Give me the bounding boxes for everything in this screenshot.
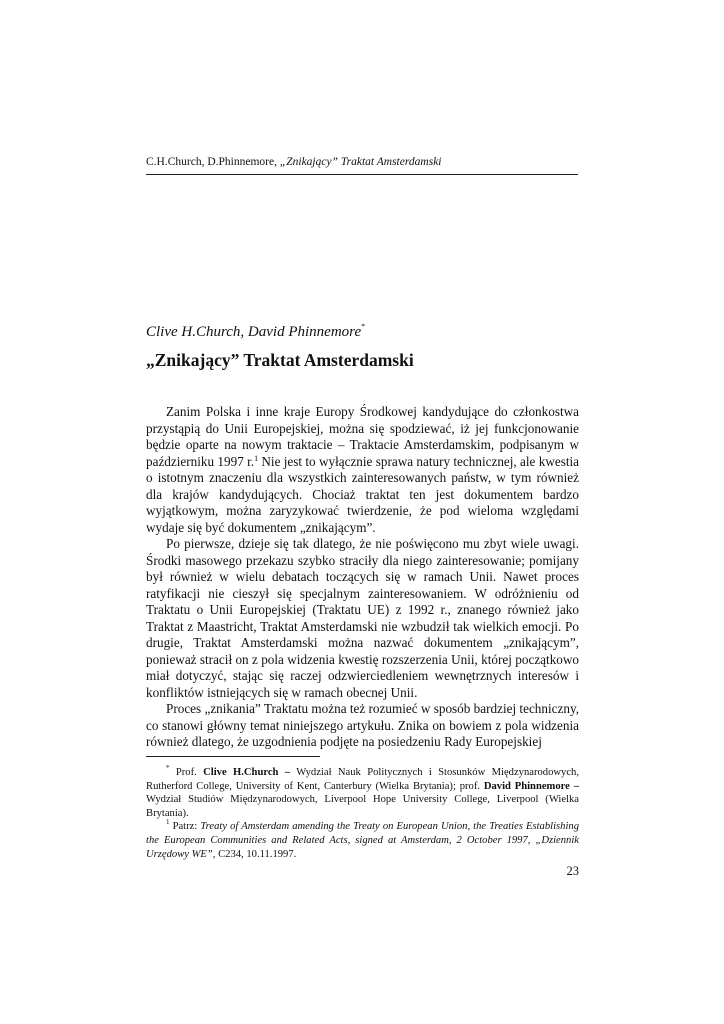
article-body: [146, 404, 579, 751]
footnote-1-treaty-title: Treaty of Amsterdam amending the Treaty on European Union, the Treaties Establishing the European Communities and Related Acts, signed at Amsterdam, 2 October 1997: [146, 821, 579, 846]
paragraph-1-text-continued: Nie jest to wyłącznie sprawa natury technicznej, ale kwestia o istotnym znaczeniu dla wszystkich zainteresowanych państw, w tym również dla krajów kandydujących. Chociaż traktat ten jest dokumentem bardzo wyjątkowym, można zaryzykować twierdzenie, że pod wieloma względami wydaje się być dokumentem „znikającym”.: [146, 453, 580, 535]
footnote-author-affiliation-1: Wydział Nauk Politycznych i Stosunków Międzynarodowych, Rutherford College, University of Kent, Canterbury (Wielka Brytania); prof.: [146, 767, 579, 792]
footnote-ref-1: 1: [254, 453, 259, 463]
paragraph-1: [146, 404, 579, 536]
running-head-title: „Znikający” Traktat Amsterdamski: [279, 156, 442, 168]
footnote-author: [146, 766, 579, 820]
article-author: [146, 322, 365, 341]
footnote-author-dash: –: [569, 780, 579, 792]
footnote-author-affiliation-2: Wydział Studiów Międzynarodowych, Liverpool Hope University College, Liverpool (Wielka Brytania).: [146, 794, 579, 819]
footnote-author-text: Prof.: [169, 767, 204, 778]
paragraph-1-text: Zanim Polska i inne kraje Europy Środkowej kandydujące do członkostwa przystąpią do Unii Europejskiej, można się spodziewać, iż jej funkcjonowanie będzie oparte na nowym traktacie – Traktacie Amsterdamskim, podpisanym w październiku 1997 r.: [146, 404, 579, 469]
footnote-1: [146, 820, 579, 861]
footnotes: [146, 766, 579, 861]
running-head: [146, 155, 578, 175]
running-head-authors: C.H.Church, D.Phinnemore,: [146, 156, 280, 168]
footnote-1-citation: , C234, 10.11.1997.: [212, 848, 297, 860]
footnote-author-name-1: Clive H.Church –: [203, 767, 291, 778]
paragraph-3: Proces „znikania” Traktatu można też rozumieć w sposób bardziej techniczny, co stanowi główny temat niniejszego artykułu. Znika on bowiem z pola widzenia również dlatego, że uzgodnienia podjęte na posiedzeniu Rady Europejskiej: [146, 701, 579, 749]
footnote-1-journal: „Dziennik Urzędowy WE”: [146, 834, 580, 860]
footnote-divider: [146, 756, 320, 757]
footnote-mark-star: *: [166, 764, 170, 772]
article-title: „Znikający” Traktat Amsterdamski: [146, 350, 414, 370]
footnote-1-prefix: Patrz:: [169, 821, 201, 833]
footnote-1-separator: ,: [527, 834, 536, 846]
paragraph-2: Po pierwsze, dzieje się tak dlatego, że nie poświęcono mu zbyt wiele uwagi. Środki masowego przekazu szybko straciły dla niego zainteresowanie; pomijany był również w wielu debatach toczących się w ramach Unii. Nawet proces ratyfikacji nie cieszył się specjalnym zainteresowaniem. W odróżnieniu od Traktatu o Unii Europejskiej (Traktatu UE) z 1992 r., znanego również jako Traktat z Maastricht, Traktat Amsterdamski nie wzbudził tak wielkich emocji. Po drugie, Traktat Amsterdamski można nazwać dokumentem „znikającym”, ponieważ stracił on z pola widzenia kwestię rozszerzenia Unii, której początkowo miał dotyczyć, stając się raczej odzwierciedleniem wewnętrznych interesów i konfliktów istniejących się w ramach obecnej Unii.: [146, 536, 579, 700]
footnote-mark-1: 1: [166, 818, 170, 827]
page-number: 23: [566, 864, 579, 878]
footnote-author-name-2: David Phinnemore: [483, 780, 570, 792]
author-footnote-mark: *: [361, 322, 366, 331]
author-names: Clive H.Church, David Phinnemore: [146, 324, 362, 340]
